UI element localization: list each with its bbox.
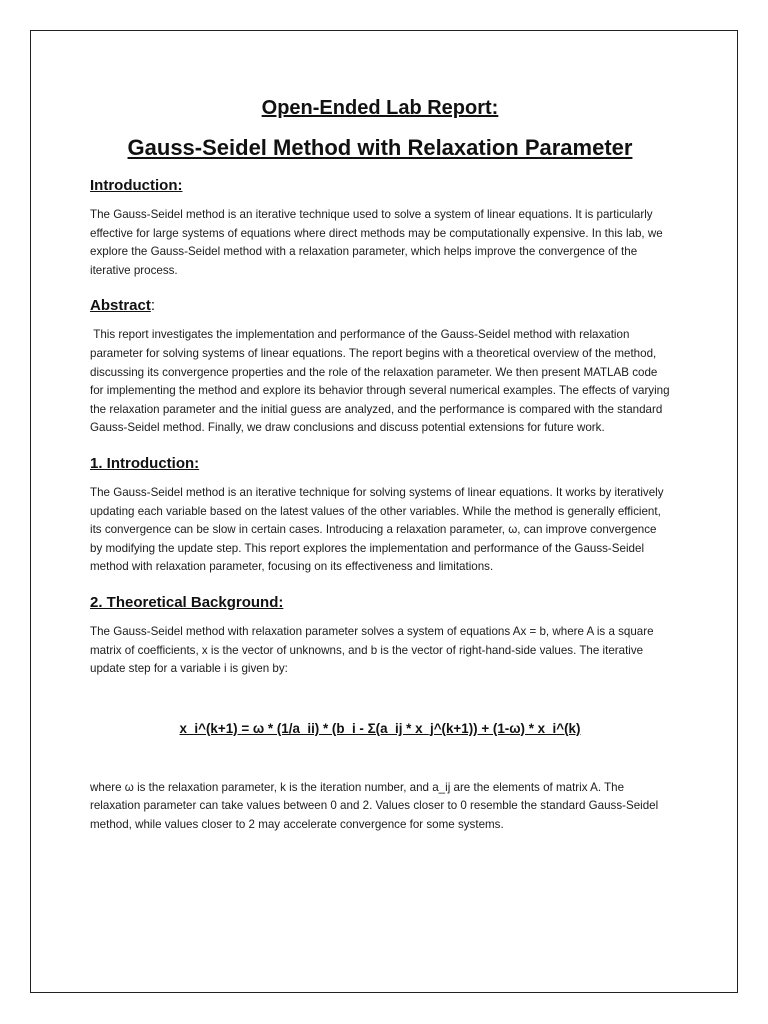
section-2-heading [90, 593, 670, 613]
section-1-heading-text: 1. Introduction: [90, 454, 200, 472]
section-2-paragraph-after-equation: where ω is the relaxation parameter, k is the iteration number, and a_ij are the elements of matrix A. The relaxation parameter can take values between 0 and 2. Values closer to 0 resemble the standard Gauss-Seidel method, while values closer to 2 may accelerate convergence for some systems. [90, 780, 659, 831]
abstract-heading [90, 296, 670, 316]
section-1-introduction [90, 454, 670, 577]
section-2-paragraph: The Gauss-Seidel method with relaxation parameter solves a system of equations Ax = b, where A is a square matrix of coefficients, x is the vector of unknowns, and b is the vector of right-hand-side values. The iterative update step for a variable i is given by: [90, 624, 654, 676]
abstract-heading-colon: : [150, 297, 156, 315]
abstract-heading-text: Abstract [90, 297, 151, 315]
update-equation: x_i^(k+1) = ω * (1/a_ii) * (b_i - Σ(a_ij * x_j^(k+1)) + (1-ω) * x_i^(k) [179, 720, 581, 736]
report-title: Open-Ended Lab Report: [261, 97, 499, 119]
abstract-section [90, 296, 673, 438]
introduction-paragraph: The Gauss-Seidel method is an iterative technique used to solve a system of linear equations. It is particularly effective for large systems of equations where direct methods may be computationally expensive. In this lab, we explore the Gauss-Seidel method with a relaxation parameter, which helps improve the convergence of the iterative process. [90, 208, 663, 277]
report-subtitle: Gauss-Seidel Method with Relaxation Parameter [127, 135, 633, 160]
section-2-heading-text: 2. Theoretical Background: [90, 593, 284, 611]
introduction-section [90, 176, 670, 280]
introduction-heading [90, 176, 670, 196]
section-1-heading [90, 454, 670, 474]
abstract-paragraph: This report investigates the implementation and performance of the Gauss-Seidel method with relaxation parameter for solving systems of linear equations. The report begins with a theoretical overview of the method, discussing its convergence properties and the role of the relaxation parameter. We then present MATLAB code for implementing the method and explore its behavior through several numerical examples. The effects of varying the relaxation parameter and the initial guess are analyzed, and the performance is compared with the standard Gauss-Seidel method. Finally, we draw conclusions and discuss potential extensions for future work. [90, 328, 673, 435]
introduction-heading-text: Introduction: [90, 177, 183, 194]
section-1-paragraph: The Gauss-Seidel method is an iterative technique for solving systems of linear equations. It works by iteratively updating each variable based on the latest values of the other variables. While the method is generally efficient, its convergence can be slow in certain cases. Introducing a relaxation parameter, ω, can improve convergence by modifying the update step. This report explores the implementation and performance of the Gauss-Seidel method with relaxation parameter, focusing on its effectiveness and limitations. [90, 485, 664, 574]
document-body [90, 96, 673, 834]
section-2-theoretical-background [90, 593, 670, 835]
